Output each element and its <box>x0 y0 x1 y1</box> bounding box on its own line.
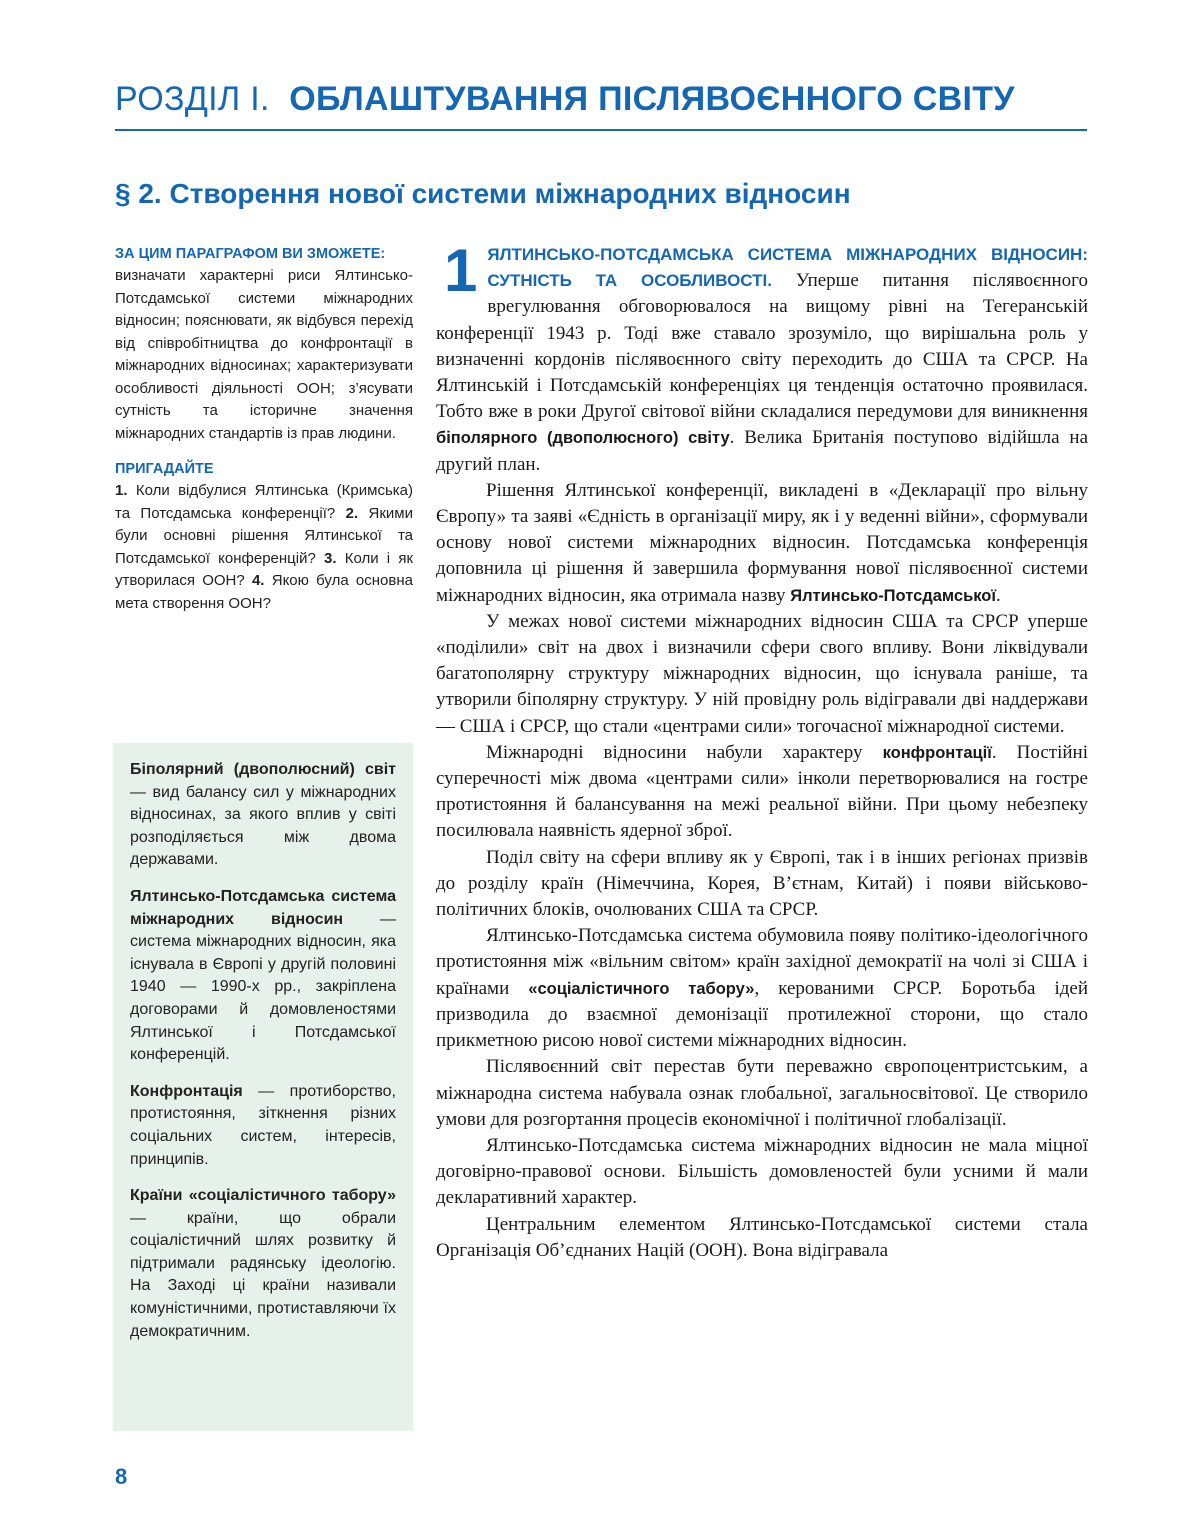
paragraph: У межах нової системи міжнародних відносин США та СРСР уперше «поділили» світ на двох і визначили сфери свого впливу. Вони ліквідували багатополярну структуру міжнародних відносин, що існувала раніше, та утворили біполярну структуру. У ній провідну роль відігравали дві наддержави — США і СРСР, що стали «центрами сили» тогочасної міжнародної системи. <box>436 610 1088 737</box>
glossary-term: Ялтинсько-Потсдамська система міжнародних відносин <box>130 887 396 928</box>
text-run: Рішення Ялтинської конференції, викладені в «Декларації про вільну Європу» та заяві «Єдність в організації миру, як і у веденні війни», сформували основу нової системи міжнародних відносин. Потсдамська конференція доповнила ці рішення й завершила формування нової післявоєнної системи міжнародних відносин, яка отримала назву <box>436 479 1088 606</box>
paragraph: Поділ світу на сфери впливу як у Європі, так і в інших регіонах призвів до розділу країн (Німеччина, Корея, В’єтнам, Китай) і появи військово-політичних блоків, очолюваних США та СРСР. <box>436 846 1088 921</box>
glossary-term: Конфронтація <box>130 1082 243 1100</box>
page-number: 8 <box>115 1464 128 1489</box>
paragraph <box>436 478 1088 609</box>
paragraph <box>436 237 1089 478</box>
glossary-entry <box>130 1081 396 1171</box>
chapter-heading <box>115 80 1087 119</box>
paragraph: Ялтинсько-Потсдамська система міжнародних відносин не мала міцної договірно-правової основи. Більшість домовленостей були усними й мали декларативний характер. <box>436 1134 1088 1209</box>
glossary-definition: — вид балансу сил у міжнародних відносинах, за якого вплив у світі розподіляється між двома державами. <box>130 783 396 869</box>
paragraph: Післявоєнний світ перестав бути переважно європоцентристським, а міжнародна система набувала ознак глобальної, загальносвітової. Це створило умови для розгортання процесів економічної і політичної глобалізації. <box>436 1056 1088 1130</box>
objectives-text: визначати характерні риси Ялтинсько-Потсдамської системи міжнародних відносин; пояснювати, як відбувся перехід від співробітництва до конфронтації в міжнародних відносинах; характеризувати особливості діяльності ООН; з’ясувати сутність та історичне значення міжнародних стандартів із прав людини. <box>115 267 413 442</box>
question-number: 2. <box>345 504 359 522</box>
recall-questions <box>115 480 413 615</box>
question-number: 3. <box>324 549 337 567</box>
key-term: Ялтинсько-Потсдамської <box>790 586 996 605</box>
text-run: . <box>995 584 1001 606</box>
question-text: Коли і як утворилася ООН? <box>115 549 414 589</box>
objectives-heading: ЗА ЦИМ ПАРАГРАФОМ ВИ ЗМОЖЕТЕ: <box>115 246 386 262</box>
paragraph <box>436 923 1088 1054</box>
paragraph: Центральним елементом Ялтинсько-Потсдамської системи стала Організація Об’єднаних Націй (ООН). Вона відігравала <box>436 1213 1088 1261</box>
chapter-prefix: РОЗДІЛ І. <box>115 80 270 118</box>
glossary-definition: — країни, що обрали соціалістичний шлях розвитку й підтримали радянську ідеологію. На Заході ці країни називали комуністичними, протиставляючи їх демократичним. <box>130 1209 396 1340</box>
chapter-rule <box>115 129 1087 131</box>
text-run: Ялтинсько-Потсдамська система обумовила появу політико-ідеологічного протистояння між «вільним світом» країн західної демократії на чолі зі США і країнами <box>436 925 1088 999</box>
sidebar <box>115 244 413 615</box>
question-number: 4. <box>251 572 265 589</box>
key-term: біполярного (двополюсного) світу <box>436 429 730 448</box>
text-run: . Постійні суперечності між двома «центрами сили» інколи перетворювалися на гостре протистояння й балансування на межі реальної війни. При цьому небезпеку посилювала наявність ядерної зброї. <box>436 741 1088 842</box>
glossary-term: Країни «соціалістичного табору» <box>130 1187 396 1205</box>
key-term: конфронтації <box>882 743 992 762</box>
glossary-box <box>113 743 413 1431</box>
glossary-term: Біполярний (двополюсний) світ <box>130 761 396 778</box>
section-title: § 2. Створення нової системи міжнародних відносин <box>115 178 851 209</box>
main-text <box>436 237 1089 1264</box>
glossary-entry <box>130 1185 396 1343</box>
question-text: Коли відбулися Ялтинська (Кримська) та Потсдамська конференції? <box>115 482 413 522</box>
text-run: , керованими СРСР. Боротьба ідей призводила до взаємної демонізації протилежної сторони, що стало прикметною рисою нової системи міжнародних відносин. <box>436 977 1088 1052</box>
question-text: Якою була основна мета створення ООН? <box>115 572 413 612</box>
recall-heading: ПРИГАДАЙТЕ <box>115 461 214 477</box>
question-text: Якими були основні рішення Ялтинської та Потсдамської конференцій? <box>115 504 413 567</box>
text-run: Міжнародні відносини набули характеру <box>486 741 883 763</box>
text-run: . Велика Британія поступово відійшла на другий план. <box>436 427 1089 475</box>
glossary-entry <box>130 759 396 872</box>
glossary-definition: — протиборство, протистояння, зіткнення різних соціальних систем, інтересів, принципів. <box>130 1082 396 1168</box>
text-run: Уперше питання післявоєнного врегулювання обговорювалося на вищому рівні на Тегеранській конференції 1943 р. Тоді вже ставало зрозуміло, що вирішальна роль у визначенні кордонів післявоєнного світу переходить до США та СРСР. На Ялтинській і Потсдамській конференціях ця тенденція остаточно проявилася. Тобто вже в роки Другої світової війни складалися передумови для виникнення <box>436 270 1088 423</box>
section-number: 1 <box>444 237 478 304</box>
glossary-entry <box>130 886 396 1067</box>
question-number: 1. <box>115 482 128 499</box>
paragraph <box>436 740 1088 845</box>
key-term: «соціалістичного табору» <box>528 979 755 998</box>
glossary-definition: — система міжнародних відносин, яка існувала в Європі у другій половині 1940 — 1990-х рр., закріплена договорами й домовленостями Ялтинської і Потсдамської конференцій. <box>130 910 396 1064</box>
chapter-title: ОБЛАШТУВАННЯ ПІСЛЯВОЄННОГО СВІТУ <box>289 80 1015 118</box>
subsection-heading: ЯЛТИНСЬКО-ПОТСДАМСЬКА СИСТЕМА МІЖНАРОДНИХ ВІДНОСИН: СУТНІСТЬ ТА ОСОБЛИВОСТІ. <box>487 245 1088 291</box>
